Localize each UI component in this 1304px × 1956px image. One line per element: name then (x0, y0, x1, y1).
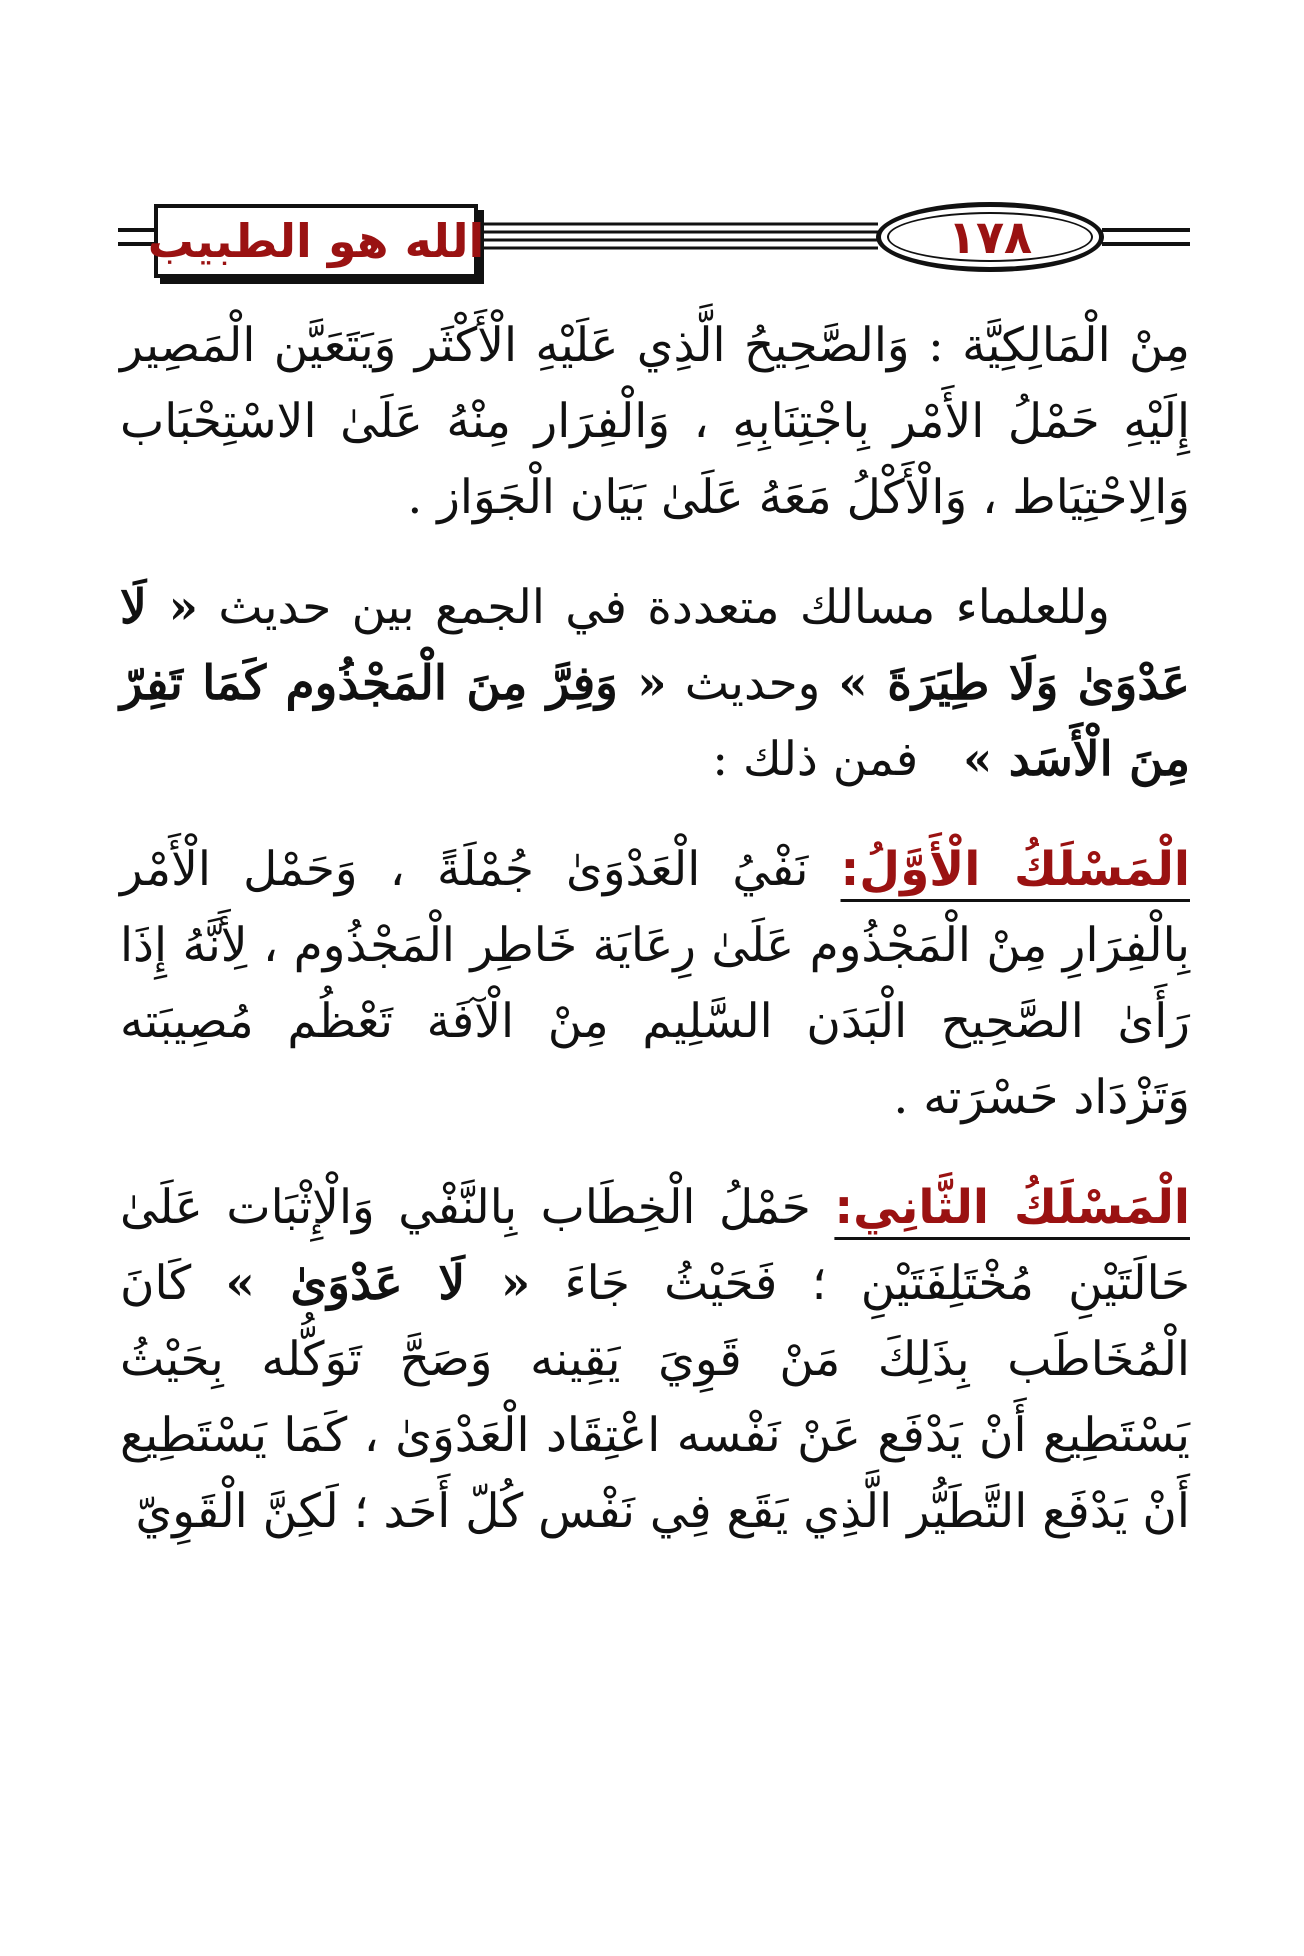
paragraph-1-text: مِنْ الْمَالِكِيَّة : وَالصَّحِيحُ الَّذِي عَلَيْهِ الْأَكْثَر وَيَتَعَيَّن الْمَصِير إِلَيْهِ حَمْلُ الأَمْر بِاجْتِنَابِهِ ، وَالْفِرَار مِنْهُ عَلَىٰ الاسْتِحْبَاب وَالِاحْتِيَاط ، وَالْأَكْلُ مَعَهُ عَلَىٰ بَيَان الْجَوَاز . (120, 318, 1190, 525)
paragraph-4 (120, 1170, 1190, 1550)
page-header (118, 198, 1190, 278)
paragraph-2-intro: وللعلماء مسالك متعددة في الجمع بين حديث (218, 580, 1110, 635)
hadith-no-contagion: « لَا عَدْوَىٰ وَلَا طِيَرَةَ » (120, 580, 1190, 711)
page-body (120, 308, 1190, 1584)
paragraph-4-text-1: حَمْلُ الْخِطَاب بِالنَّفْي وَالْإِثْبَات عَلَىٰ حَالَتَيْنِ مُخْتَلِفَتَيْنِ ؛ فَحَيْثُ جَاءَ (120, 1180, 1190, 1311)
paragraph-2-outro: فمن ذلك : (712, 732, 919, 787)
running-title-box (147, 204, 485, 278)
section-heading-first: الْمَسْلَكُ الْأَوَّلُ: (840, 842, 1190, 897)
paragraph-3 (120, 832, 1190, 1136)
paragraph-2-middle: وحديث (684, 656, 821, 711)
paragraph-3-text: نَفْيُ الْعَدْوَىٰ جُمْلَةً ، وَحَمْل الْأَمْر بِالْفِرَارِ مِنْ الْمَجْذُوم عَلَىٰ رِعَايَة خَاطِر الْمَجْذُوم ، لِأَنَّهُ إِذَا رَأَىٰ الصَّحِيح الْبَدَن السَّلِيم مِنْ الْآفَة تَعْظُم مُصِيبَته وَتَزْدَاد حَسْرَته . (120, 842, 1190, 1125)
paragraph-2 (120, 570, 1190, 798)
paragraph-4-text-2: كَانَ الْمُخَاطَب بِذَلِكَ مَنْ قَوِيَ يَقِينه وَصَحَّ تَوَكُّله بِحَيْثُ يَسْتَطِيع أَنْ يَدْفَع عَنْ نَفْسه اعْتِقَاد الْعَدْوَىٰ ، كَمَا يَسْتَطِيع أَنْ يَدْفَع التَّطَيُّر الَّذِي يَقَع فِي نَفْس كُلّ أَحَد ؛ لَكِنَّ الْقَوِيّ (120, 1256, 1190, 1539)
page-number-badge (876, 202, 1104, 272)
hadith-flee-leper: « وَفِرَّ مِنَ الْمَجْذُوم كَمَا تَفِرّ مِنَ الْأَسَد » (120, 656, 1190, 787)
hadith-no-contagion-short: « لَا عَدْوَىٰ » (225, 1256, 531, 1311)
running-title: الله هو الطبيب (147, 214, 485, 268)
section-heading-second: الْمَسْلَكُ الثَّانِي: (834, 1180, 1190, 1235)
paragraph-1 (120, 308, 1190, 536)
page-number: ١٧٨ (947, 210, 1033, 264)
